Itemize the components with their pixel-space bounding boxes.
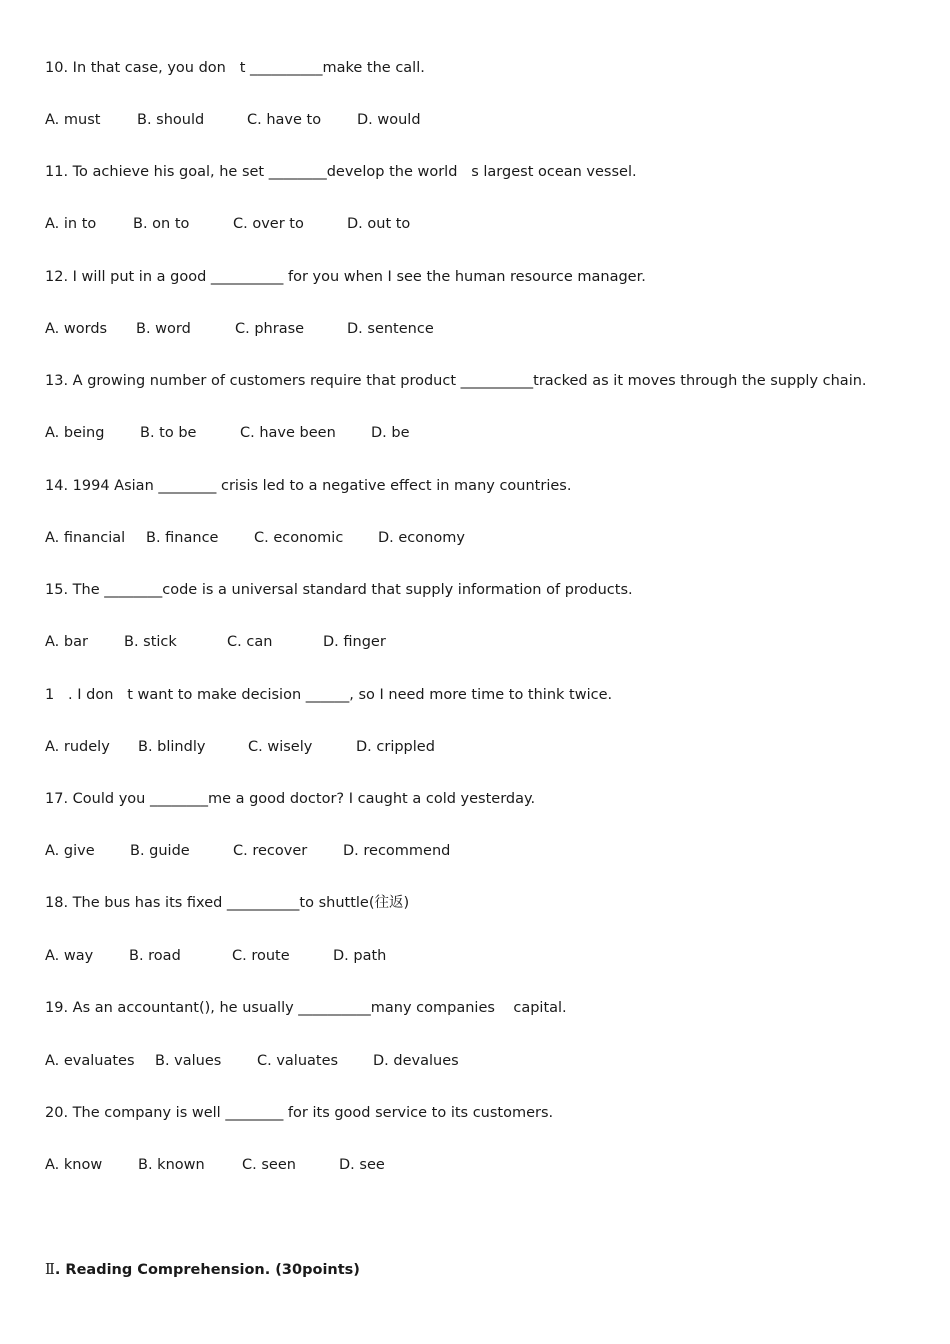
option-b: B. values (155, 1053, 222, 1069)
option-d: D. crippled (356, 739, 435, 755)
option-b: B. finance (146, 530, 219, 546)
option-a: A. words (45, 321, 108, 337)
question-19-stem: 19. As an accountant(), he usually __________many companies capital. (45, 1000, 567, 1016)
option-c: C. seen (242, 1157, 296, 1173)
option-d: D. sentence (347, 321, 434, 337)
option-c: C. over to (233, 216, 304, 232)
option-c: C. valuates (257, 1053, 339, 1069)
option-d: D. economy (378, 530, 465, 546)
option-b: B. on to (133, 216, 190, 232)
section-numeral: Ⅱ (45, 1262, 55, 1278)
option-b: B. word (136, 321, 191, 337)
option-d: D. see (339, 1157, 385, 1173)
option-b: B. stick (124, 634, 177, 650)
question-17-stem: 17. Could you ________me a good doctor? I caught a cold yesterday. (45, 791, 536, 807)
option-d: D. path (333, 948, 387, 964)
question-13-stem: 13. A growing number of customers require that product __________tracked as it moves through the supply chain. (45, 373, 867, 389)
option-b: B. blindly (138, 739, 206, 755)
option-d: D. be (371, 425, 410, 441)
option-b: B. to be (140, 425, 197, 441)
question-15-stem: 15. The ________code is a universal standard that supply information of products. (45, 582, 633, 598)
option-a: A. in to (45, 216, 97, 232)
option-c: C. can (227, 634, 273, 650)
option-c: C. recover (233, 843, 308, 859)
option-d: D. devalues (373, 1053, 459, 1069)
question-20-stem: 20. The company is well ________ for its good service to its customers. (45, 1105, 554, 1121)
option-d: D. recommend (343, 843, 451, 859)
question-14-stem: 14. 1994 Asian ________ crisis led to a negative effect in many countries. (45, 478, 572, 494)
option-a: A. way (45, 948, 94, 964)
option-d: D. would (357, 112, 421, 128)
section-title: . Reading Comprehension. (30points) (54, 1262, 360, 1278)
option-a: A. give (45, 843, 95, 859)
option-a: A. being (45, 425, 105, 441)
option-c: C. economic (254, 530, 344, 546)
question-10-stem: 10. In that case, you don t __________make the call. (45, 60, 425, 76)
option-d: D. finger (323, 634, 386, 650)
option-c: C. wisely (248, 739, 313, 755)
option-a: A. evaluates (45, 1053, 135, 1069)
option-b: B. should (137, 112, 205, 128)
option-c: C. have to (247, 112, 322, 128)
option-c: C. route (232, 948, 290, 964)
option-a: A. know (45, 1157, 103, 1173)
option-a: A. bar (45, 634, 88, 650)
option-b: B. road (129, 948, 181, 964)
option-c: C. have been (240, 425, 336, 441)
option-a: A. rudely (45, 739, 110, 755)
option-b: B. known (138, 1157, 205, 1173)
option-a: A. financial (45, 530, 126, 546)
question-16-stem: 1 . I don t want to make decision ______, so I need more time to think twice. (45, 687, 613, 703)
option-c: C. phrase (235, 321, 305, 337)
question-18-stem: 18. The bus has its fixed __________to shuttle(往返) (45, 895, 410, 911)
option-a: A. must (45, 112, 101, 128)
option-b: B. guide (130, 843, 190, 859)
question-11-stem: 11. To achieve his goal, he set ________develop the world s largest ocean vessel. (45, 164, 637, 180)
question-12-stem: 12. I will put in a good __________ for you when I see the human resource manager. (45, 269, 646, 285)
option-d: D. out to (347, 216, 411, 232)
section-heading (45, 1261, 360, 1279)
